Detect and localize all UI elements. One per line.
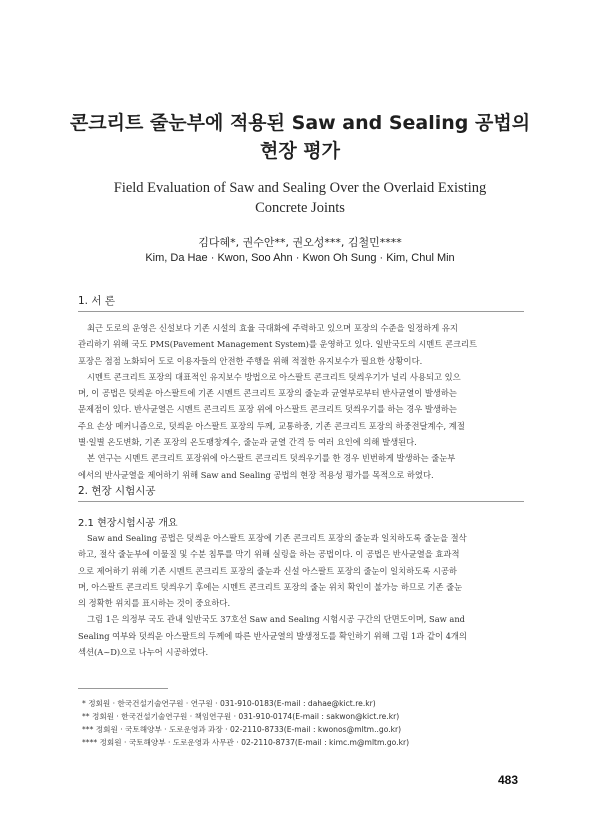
title-korean-line2: 현장 평가 — [259, 140, 341, 162]
section2-line: Sealing 여부와 덧씌운 아스팔트의 두께에 따른 반사균열의 발생정도를 확인하기 위해 그림 1과 같이 4개의 — [78, 630, 467, 641]
section2-line: 그림 1은 의정부 국도 관내 일반국도 37호선 Saw and Sealing 시험시공 구간의 단면도이며, Saw and — [87, 614, 465, 625]
section1-line: 별·일별 온도변화, 기존 포장의 온도팽창계수, 줄눈과 균열 간격 등 여러 요인에 의해 발생된다. — [78, 437, 417, 448]
section1-line: 관리하기 위해 국도 PMS(Pavement Management System)를 운영하고 있다. 일반국도의 시멘트 콘크리트 — [78, 339, 478, 350]
section1-line: 주요 손상 메커니즘으로, 덧씌운 아스팔트 포장의 두께, 교통하중, 기존 콘크리트 포장의 하중전달계수, 계절 — [78, 420, 465, 431]
authors-korean: 김다혜*, 권수안**, 권오성***, 김철민**** — [198, 236, 402, 249]
section2-line: 며, 아스팔트 콘크리트 덧씌우기 후에는 시멘트 콘크리트 포장의 줄눈 위치 확인이 불가능 하므로 기존 줄눈 — [78, 581, 463, 592]
footnote-author4: **** 정회원 · 국토해양부 · 도로운영과 사무관 · 02-2110-8737(E-mail : kimc.m@mltm.go.kr) — [82, 738, 410, 747]
section1-heading: 1. 서 론 — [78, 295, 115, 307]
title-korean-line1: 콘크리트 줄눈부에 적용된 Saw and Sealing 공법의 — [69, 112, 531, 134]
section2-heading: 2. 현장 시험시공 — [78, 485, 156, 497]
section1-line: 문제점이 있다. 반사균열은 시멘트 콘크리트 포장 위에 아스팔트 콘크리트 덧씌우기를 하는 경우 발생하는 — [78, 404, 457, 415]
section2-line: 으로 제어하기 위해 기존 시멘트 콘크리트 포장의 줄눈과 신설 아스팔트 포장의 줄눈이 일치하도록 시공하 — [78, 565, 457, 576]
section1-body — [78, 320, 524, 483]
title-english-line2: Concrete Joints — [255, 200, 345, 216]
section1-line: 시멘트 콘크리트 포장의 대표적인 유지보수 방법으로 아스팔트 콘크리트 덧씌우기가 널리 사용되고 있으 — [87, 371, 461, 382]
section2-line: 섹션(A~D)으로 나누어 시공하였다. — [78, 647, 209, 658]
section1-rule — [78, 311, 524, 312]
section2-1-heading: 2.1 현장시험시공 개요 — [78, 518, 178, 529]
footnote-author2: ** 정회원 · 한국건설기술연구원 · 책임연구원 · 031-910-0174(E-mail : sakwon@kict.re.kr) — [82, 712, 400, 721]
section1-line: 본 연구는 시멘트 콘크리트 포장위에 아스팔트 콘크리트 덧씌우기를 한 경우 빈번하게 발생하는 줄눈부 — [87, 453, 456, 464]
footnote-author1: * 정회원 · 한국건설기술연구원 · 연구원 · 031-910-0183(E-mail : dahae@kict.re.kr) — [82, 699, 376, 708]
section1-line: 며, 이 공법은 덧씌운 아스팔트에 기존 시멘트 콘크리트 포장의 줄눈과 균열부로부터 반사균열이 발생하는 — [78, 388, 457, 399]
page-number: 483 — [498, 773, 519, 787]
authors-english: Kim, Da Hae · Kwon, Soo Ahn · Kwon Oh Sung · Kim, Chul Min — [145, 252, 455, 264]
section2-rule — [78, 501, 524, 502]
footnote-author3: *** 정회원 · 국토해양부 · 도로운영과 과장 · 02-2110-8733(E-mail : kwonos@mltm..go.kr) — [82, 725, 402, 734]
section2-line: Saw and Sealing 공법은 덧씌운 아스팔트 포장에 기존 콘크리트 포장의 줄눈과 일치하도록 줄눈을 절삭 — [87, 533, 467, 543]
section2-line: 의 정확한 위치를 표시하는 것이 중요하다. — [78, 598, 231, 609]
footnote-rule — [78, 688, 168, 689]
section1-line: 에서의 반사균열을 제어하기 위해 Saw and Sealing 공법의 현장 적용성 평가를 목적으로 하였다. — [78, 469, 434, 480]
section1-line: 포장은 점점 노화되어 도로 이용자들의 안전한 주행을 위해 적절한 유지보수가 필요한 상황이다. — [78, 355, 423, 366]
section1-line: 최근 도로의 운영은 신설보다 기존 시설의 효율 극대화에 주력하고 있으며 포장의 수준을 일정하게 유지 — [87, 323, 458, 333]
title-english-line1: Field Evaluation of Saw and Sealing Over the Overlaid Existing — [113, 180, 487, 196]
section2-line: 하고, 절삭 줄눈부에 이물질 및 수분 침투를 막기 위해 실링을 하는 공법이다. 이 공법은 반사균열을 효과적 — [78, 549, 460, 560]
section2-body — [78, 530, 524, 660]
